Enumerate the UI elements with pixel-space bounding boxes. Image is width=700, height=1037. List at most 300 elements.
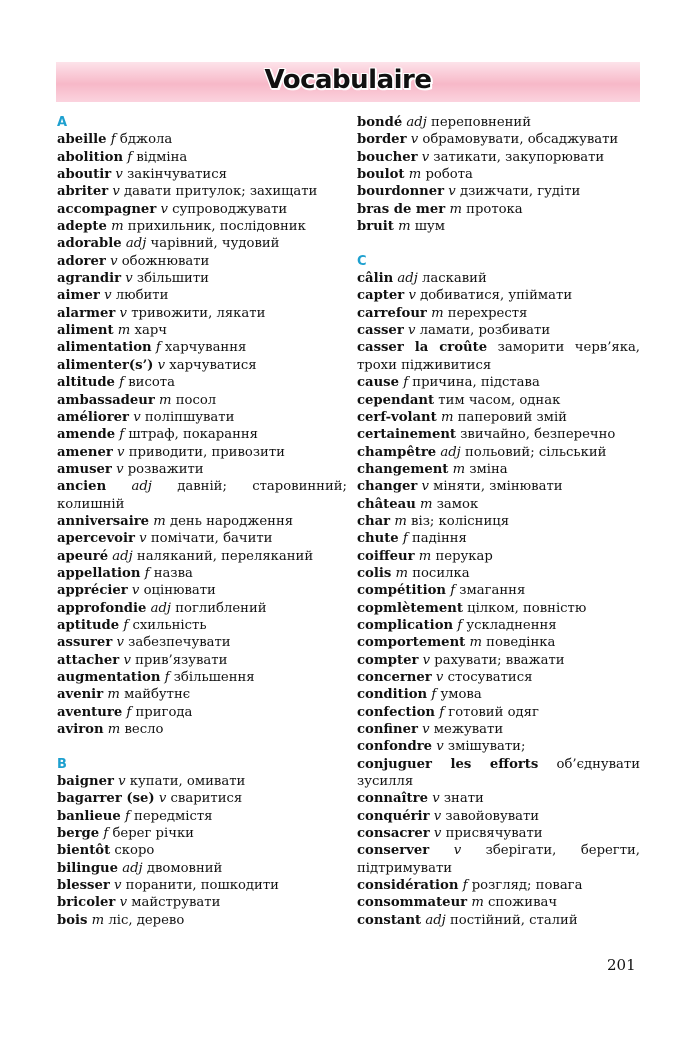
translation: супроводжувати [172, 201, 288, 217]
headword: aptitude [57, 617, 120, 633]
translation: дзижчати, гудіти [459, 184, 581, 200]
part-of-speech: m [117, 323, 131, 339]
translation: закінчуватися [127, 167, 227, 183]
translation: берег річки [112, 826, 194, 842]
vocabulary-entry [57, 894, 347, 911]
headword: câlin [357, 271, 394, 287]
translation: замок [436, 496, 479, 512]
part-of-speech: v [123, 652, 131, 668]
vocabulary-entry [357, 617, 640, 634]
vocabulary-entry [57, 565, 347, 582]
translation: двомовний [146, 860, 223, 876]
section-gap [57, 738, 347, 755]
vocabulary-entry [357, 287, 640, 304]
part-of-speech: adj [150, 600, 172, 616]
headword: agrandir [57, 271, 122, 287]
vocabulary-entry [357, 131, 640, 148]
headword: bricoler [57, 895, 116, 911]
vocabulary-entry [357, 738, 640, 755]
part-of-speech: m [394, 513, 407, 529]
part-of-speech: f [127, 149, 133, 165]
translation: заморити черв’яка, трохи підживитися [357, 340, 641, 373]
vocabulary-entry [57, 825, 347, 842]
part-of-speech: adj [125, 236, 147, 252]
vocabulary-entry [57, 513, 347, 530]
vocabulary-entry [57, 426, 347, 443]
translation: поведінка [486, 635, 556, 651]
vocabulary-entry [57, 374, 347, 391]
vocabulary-entry [57, 669, 347, 686]
section-gap [357, 235, 640, 252]
translation: поранити, пошкодити [125, 878, 279, 894]
headword: bondé [357, 115, 403, 130]
headword: concerner [357, 670, 432, 685]
part-of-speech: v [160, 201, 168, 217]
part-of-speech: m [159, 392, 172, 408]
vocabulary-entry [357, 426, 640, 443]
headword: consacrer [357, 826, 430, 842]
translation: ліс, дерево [108, 912, 185, 928]
translation: наляканий, переляканий [136, 548, 314, 564]
part-of-speech: v [115, 167, 123, 183]
vocabulary-entry [57, 357, 347, 374]
translation: переповнений [431, 115, 531, 130]
part-of-speech: v [114, 878, 122, 894]
translation: поліпшувати [144, 409, 235, 425]
vocabulary-entry [57, 686, 347, 703]
part-of-speech: v [433, 808, 442, 824]
part-of-speech: m [107, 687, 120, 703]
headword: cerf-volant [357, 409, 437, 425]
part-of-speech: v [408, 288, 416, 304]
vocabulary-entry [57, 201, 347, 218]
part-of-speech: adj [425, 912, 446, 928]
translation: любити [115, 288, 169, 304]
headword: ancien [57, 479, 107, 495]
translation: причина, підстава [412, 375, 540, 391]
section-letter: B [57, 756, 67, 772]
vocabulary-entry [357, 392, 640, 409]
translation: паперовий змій [457, 409, 567, 425]
translation: майбутнє [124, 687, 191, 703]
vocabulary-entry [57, 218, 347, 235]
part-of-speech: adj [122, 860, 143, 876]
headword: boulot [357, 167, 405, 183]
translation: рахувати; вважати [434, 652, 565, 668]
translation: забезпечувати [128, 635, 231, 651]
headword: amende [57, 427, 116, 443]
vocabulary-entry [357, 790, 640, 807]
part-of-speech: v [421, 479, 429, 495]
translation: міняти, змінювати [433, 479, 563, 495]
part-of-speech: m [91, 912, 105, 928]
vocabulary-entry [57, 235, 347, 252]
headword: ambassadeur [57, 392, 155, 408]
part-of-speech: adj [131, 479, 152, 495]
headword: border [357, 132, 407, 148]
translation: сваритися [170, 791, 243, 807]
part-of-speech: v [432, 791, 440, 807]
translation: падіння [411, 531, 467, 547]
headword: conquérir [357, 808, 430, 824]
vocabulary-entry [57, 253, 347, 270]
headword: char [357, 513, 391, 529]
part-of-speech: v [407, 323, 416, 339]
headword: alarmer [57, 305, 116, 321]
headword: casser la croûte [357, 340, 488, 356]
headword: château [357, 496, 416, 512]
translation: завойовувати [445, 808, 540, 824]
headword: amener [57, 444, 113, 460]
headword: constant [357, 912, 422, 928]
headword: connaître [357, 791, 428, 807]
translation: шум [414, 219, 446, 235]
headword: bruit [357, 219, 394, 235]
vocabulary-column-left [57, 114, 347, 929]
translation: віз; колісниця [411, 513, 510, 529]
translation: перукар [435, 548, 493, 564]
translation: розважити [127, 461, 204, 477]
headword: cependant [357, 392, 435, 408]
vocabulary-entry [57, 305, 347, 322]
translation: обрамовувати, обсаджувати [422, 132, 619, 148]
vocabulary-entry [57, 287, 347, 304]
vocabulary-entry [357, 877, 640, 894]
headword: adepte [57, 219, 107, 235]
part-of-speech: v [125, 271, 133, 287]
part-of-speech: adj [440, 444, 461, 460]
part-of-speech: v [433, 826, 442, 842]
vocabulary-entry [357, 374, 640, 391]
vocabulary-entry [357, 686, 640, 703]
headword: confiner [357, 722, 418, 738]
headword: condition [357, 687, 428, 703]
vocabulary-entry [57, 790, 347, 807]
part-of-speech: f [403, 375, 409, 391]
part-of-speech: f [450, 583, 456, 599]
vocabulary-entry [357, 149, 640, 166]
part-of-speech: m [398, 219, 411, 235]
part-of-speech: v [133, 409, 141, 425]
vocabulary-entry [57, 652, 347, 669]
vocabulary-entry [357, 339, 640, 374]
headword: banlieue [57, 808, 121, 824]
part-of-speech: v [139, 531, 147, 547]
vocabulary-entry [357, 756, 640, 791]
translation: розгляд; повага [471, 878, 583, 894]
part-of-speech: f [103, 826, 109, 842]
section-letter: A [57, 115, 68, 130]
headword: améliorer [57, 409, 129, 425]
headword: assurer [57, 635, 113, 651]
part-of-speech: f [123, 617, 129, 633]
part-of-speech: m [469, 635, 482, 651]
part-of-speech: v [117, 444, 125, 460]
vocabulary-entry [57, 704, 347, 721]
translation: харчування [164, 340, 247, 356]
headword: complication [357, 617, 454, 633]
translation: протока [466, 201, 523, 217]
part-of-speech: v [453, 843, 462, 859]
part-of-speech: f [439, 704, 445, 720]
translation: стосуватися [447, 670, 533, 685]
vocabulary-entry [57, 617, 347, 634]
headword: compter [357, 652, 419, 668]
headword: bientôt [57, 843, 111, 859]
translation: скоро [114, 843, 155, 859]
headword: aimer [57, 288, 100, 304]
headword: approfondie [57, 600, 147, 616]
vocabulary-entry [57, 461, 347, 478]
translation: майструвати [131, 895, 221, 911]
headword: augmentation [57, 670, 161, 685]
part-of-speech: f [164, 670, 170, 685]
headword: alimenter(s’) [57, 357, 154, 373]
vocabulary-entry [57, 478, 347, 513]
vocabulary-entry [357, 565, 640, 582]
headword: accompagner [57, 201, 157, 217]
headword: baigner [57, 774, 114, 790]
translation: зберігати, берегти, підтримувати [357, 843, 640, 876]
vocabulary-entry [357, 530, 640, 547]
vocabulary-entry [57, 912, 347, 929]
vocabulary-entry [357, 912, 640, 929]
part-of-speech: v [104, 288, 112, 304]
part-of-speech: m [418, 548, 432, 564]
translation: об’єднувати зусилля [357, 756, 640, 790]
vocabulary-entry [357, 201, 640, 218]
headword: capter [357, 288, 405, 304]
translation: умова [440, 687, 482, 703]
translation: чарівний, чудовий [150, 236, 280, 252]
part-of-speech: v [110, 253, 118, 269]
translation: змагання [459, 583, 526, 599]
part-of-speech: v [448, 184, 456, 200]
headword: anniversaire [57, 513, 150, 529]
headword: coiffeur [357, 548, 415, 564]
part-of-speech: f [110, 132, 116, 148]
vocabulary-entry [57, 392, 347, 409]
vocabulary-entry [357, 513, 640, 530]
headword: adorer [57, 253, 106, 269]
part-of-speech: f [402, 531, 408, 547]
page-title: Vocabulaire [264, 65, 432, 95]
translation: збільшити [136, 271, 209, 287]
vocabulary-entry [357, 825, 640, 842]
headword: aboutir [57, 167, 112, 183]
headword: attacher [57, 652, 120, 668]
vocabulary-entry [57, 166, 347, 183]
translation: схильність [132, 617, 207, 633]
headword: bras de mer [357, 201, 446, 217]
headword: bagarrer (se) [57, 791, 155, 807]
headword: colis [357, 565, 392, 581]
translation: знати [443, 791, 484, 807]
vocabulary-entry [357, 842, 640, 877]
vocabulary-entry [357, 548, 640, 565]
vocabulary-entry [357, 652, 640, 669]
headword: comportement [357, 635, 466, 651]
headword: bois [57, 912, 88, 928]
headword: confondre [357, 739, 433, 755]
translation: обожнювати [121, 253, 210, 269]
translation: день народження [169, 513, 294, 529]
vocabulary-entry [57, 877, 347, 894]
headword: conjuguer les efforts [357, 756, 539, 772]
translation: прив’язувати [135, 652, 228, 668]
part-of-speech: m [153, 513, 166, 529]
vocabulary-entry [357, 270, 640, 287]
translation: поглиблений [175, 600, 267, 616]
headword: bilingue [57, 860, 119, 876]
vocabulary-entry [57, 860, 347, 877]
part-of-speech: m [395, 565, 408, 581]
headword: cause [357, 375, 399, 391]
part-of-speech: m [452, 461, 466, 477]
headword: chute [357, 531, 399, 547]
part-of-speech: f [144, 565, 150, 581]
headword: apercevoir [57, 531, 135, 547]
translation: добиватися, упіймати [420, 288, 573, 304]
translation: межувати [433, 722, 504, 738]
headword: bourdonner [357, 184, 445, 200]
translation: пригода [135, 704, 193, 720]
vocabulary-entry [357, 444, 640, 461]
section-letter: C [357, 253, 367, 269]
headword: compétition [357, 583, 446, 599]
part-of-speech: m [471, 895, 484, 911]
part-of-speech: m [440, 409, 454, 425]
translation: звичайно, безперечно [460, 427, 616, 443]
translation: бджола [119, 132, 173, 148]
translation: польовий; сільський [464, 444, 607, 460]
vocabulary-entry [57, 444, 347, 461]
vocabulary-entry [357, 305, 640, 322]
vocabulary-entry [357, 166, 640, 183]
vocabulary-entry [57, 409, 347, 426]
vocabulary-entry [357, 183, 640, 200]
vocabulary-entry [357, 496, 640, 513]
translation: весло [124, 722, 164, 738]
translation: назва [153, 565, 193, 581]
translation: помічати, бачити [150, 531, 273, 547]
headword: changement [357, 461, 449, 477]
translation: збільшення [173, 670, 255, 685]
headword: avenir [57, 687, 104, 703]
headword: aviron [57, 722, 104, 738]
translation: ласкавий [422, 271, 487, 287]
part-of-speech: f [462, 878, 468, 894]
vocabulary-entry [57, 808, 347, 825]
headword: aventure [57, 704, 123, 720]
part-of-speech: adj [112, 548, 133, 564]
translation: посилка [412, 565, 470, 581]
vocabulary-entry [57, 339, 347, 356]
translation: споживач [488, 895, 558, 911]
vocabulary-entry [57, 183, 347, 200]
translation: перехрестя [447, 305, 528, 321]
part-of-speech: v [119, 305, 127, 321]
vocabulary-entry [57, 548, 347, 565]
vocabulary-entry [357, 409, 640, 426]
translation: прихильник, послідовник [127, 219, 306, 235]
headword: alimentation [57, 340, 152, 356]
vocabulary-entry [357, 478, 640, 495]
headword: carrefour [357, 305, 427, 321]
headword: appellation [57, 565, 141, 581]
part-of-speech: m [408, 167, 422, 183]
vocabulary-entry [357, 582, 640, 599]
translation: висота [128, 375, 175, 391]
headword: blesser [57, 878, 110, 894]
part-of-speech: v [422, 652, 431, 668]
headword: casser [357, 323, 404, 339]
part-of-speech: f [126, 704, 132, 720]
part-of-speech: v [131, 583, 140, 599]
part-of-speech: adj [397, 271, 418, 287]
headword: abolition [57, 149, 124, 165]
part-of-speech: v [410, 132, 419, 148]
part-of-speech: m [107, 722, 121, 738]
headword: adorable [57, 236, 122, 252]
part-of-speech: f [431, 687, 437, 703]
part-of-speech: v [116, 461, 124, 477]
part-of-speech: f [124, 808, 130, 824]
headword: considération [357, 878, 459, 894]
vocabulary-entry [357, 808, 640, 825]
part-of-speech: v [158, 791, 167, 807]
part-of-speech: v [422, 722, 430, 738]
part-of-speech: m [111, 219, 124, 235]
headword: boucher [357, 149, 418, 165]
headword: abeille [57, 132, 107, 148]
translation: зміна [469, 461, 508, 477]
headword: champêtre [357, 444, 437, 460]
translation: змішувати; [447, 739, 526, 755]
translation: купати, омивати [129, 774, 246, 790]
translation: харч [134, 323, 167, 339]
headword: altitude [57, 375, 115, 391]
translation: давній; старовинний; колишній [57, 479, 347, 512]
part-of-speech: f [119, 427, 125, 443]
translation: цілком, повністю [467, 600, 587, 616]
translation: готовий одяг [448, 704, 539, 720]
vocabulary-entry [57, 131, 347, 148]
vocabulary-entry [357, 634, 640, 651]
headword: aliment [57, 323, 114, 339]
part-of-speech: v [116, 635, 124, 651]
part-of-speech: adj [406, 115, 427, 130]
headword: consommateur [357, 895, 468, 911]
part-of-speech: m [431, 305, 444, 321]
translation: харчуватися [169, 357, 257, 373]
translation: оцінювати [143, 583, 216, 599]
headword: certainement [357, 427, 457, 443]
part-of-speech: m [419, 496, 433, 512]
title-banner [56, 62, 640, 102]
vocabulary-entry [357, 600, 640, 617]
vocabulary-entry [57, 270, 347, 287]
vocabulary-entry [57, 634, 347, 651]
vocabulary-entry [357, 669, 640, 686]
translation: давати притулок; захищати [124, 184, 318, 200]
part-of-speech: f [155, 340, 161, 356]
vocabulary-entry [57, 773, 347, 790]
translation: ламати, розбивати [419, 323, 551, 339]
vocabulary-entry [57, 842, 347, 859]
vocabulary-entry [57, 721, 347, 738]
translation: штраф, покарання [128, 427, 258, 443]
